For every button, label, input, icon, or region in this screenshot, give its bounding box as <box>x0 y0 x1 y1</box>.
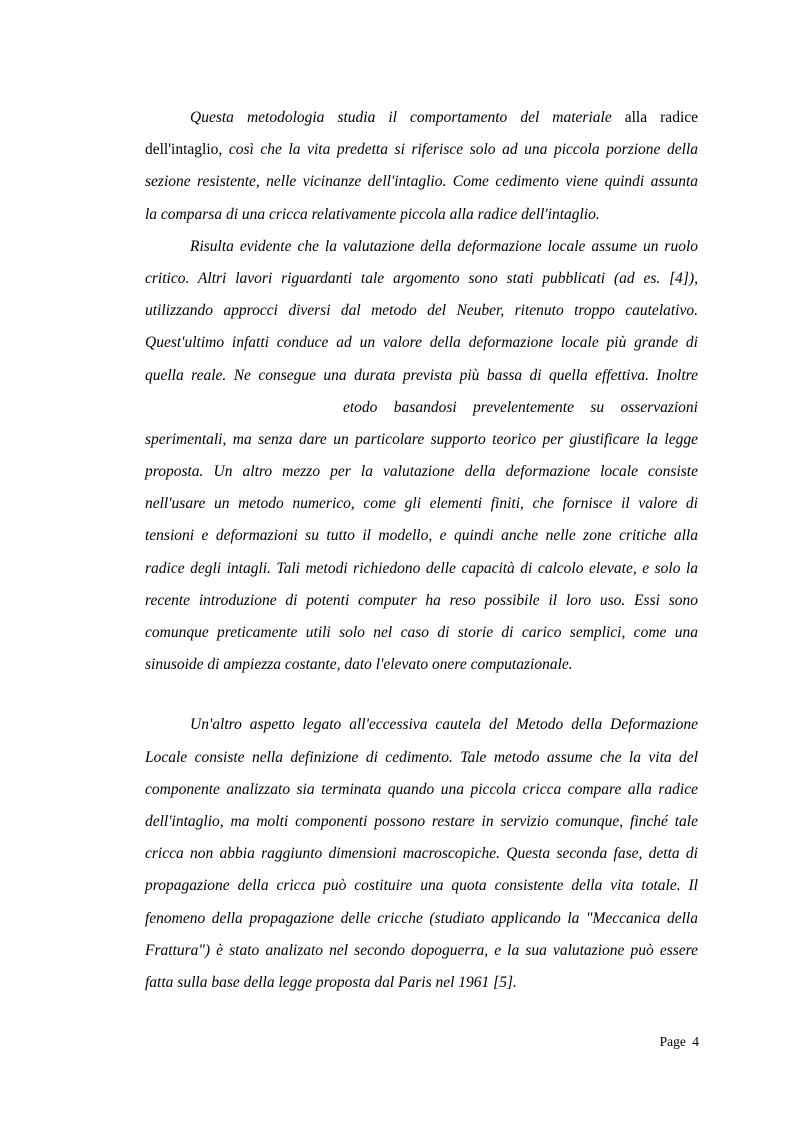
text-line <box>145 134 698 166</box>
text-line: Locale consiste nella definizione di cedimento. Tale metodo assume che la vita del <box>145 748 698 766</box>
text-line: Un'altro aspetto legato all'eccessiva cautela del Metodo della Deformazione <box>190 716 698 734</box>
text-line: fatta sulla base della legge proposta dal Paris nel 1961 [5]. <box>145 973 517 991</box>
paragraph-3 <box>145 709 698 999</box>
text-line: recente introduzione di potenti computer ha reso possibile il loro uso. Essi sono <box>145 591 698 609</box>
paragraph-1 <box>145 102 698 231</box>
text-span: Questa metodologia studia il comportamento del materiale <box>190 109 612 126</box>
text-line: proposta. Un altro mezzo per la valutazione della deformazione locale consiste <box>145 463 698 481</box>
text-line: comunque preticamente utili solo nel caso di storie di carico semplici, come una <box>145 624 698 641</box>
text-line: Frattura") è stato analizato nel secondo dopoguerra, e la sua valutazione può essere <box>145 941 698 959</box>
text-line: propagazione della cricca può costituire una quota consistente della vita totale. Il <box>145 877 698 895</box>
text-line: Quest'ultimo infatti conduce ad un valore della deformazione locale più grande di <box>145 334 698 352</box>
text-span: così che la vita predetta si riferisce solo ad una piccola porzione della <box>228 141 698 159</box>
text-span-upright: dell'intaglio, <box>145 141 223 159</box>
text-line: etodo basandosi prevelentemente su osservazioni <box>343 398 698 416</box>
text-line: tensioni e deformazioni su tutto il modello, e quindi anche nelle zone critiche alla <box>145 527 698 545</box>
text-line: critico. Altri lavori riguardanti tale argomento sono stati pubblicati (ad es. [4]), <box>145 269 698 287</box>
paragraph-2 <box>145 231 698 682</box>
text-line: componente analizzato sia terminata quando una piccola cricca compare alla radice <box>145 780 698 798</box>
text-line: fenomeno della propagazione delle cricche (studiato applicando la "Meccanica della <box>145 909 698 927</box>
text-line: quella reale. Ne consegue una durata prevista più bassa di quella effettiva. Inoltre <box>145 366 698 384</box>
page-body <box>145 102 698 999</box>
text-line: radice degli intagli. Tali metodi richiedono delle capacità di calcolo elevate, e solo la <box>145 559 698 577</box>
text-span-upright: alla radice <box>624 109 699 126</box>
paragraph-spacer <box>145 681 698 709</box>
page-number: Page 4 <box>659 1034 699 1049</box>
text-line: sperimentali, ma senza dare un particolare supporto teorico per giustificare la legge <box>145 430 698 448</box>
text-line: sezione resistente, nelle vicinanze dell'intaglio. Come cedimento viene quindi assunta <box>145 173 698 191</box>
text-line: Risulta evidente che la valutazione della deformazione locale assume un ruolo <box>190 237 698 255</box>
text-line: nell'usare un metodo numerico, come gli elementi finiti, che fornisce il valore di <box>145 495 698 513</box>
text-line <box>145 102 698 134</box>
text-line: sinusoide di ampiezza costante, dato l'elevato onere computazionale. <box>145 656 573 674</box>
text-line: utilizzando approcci diversi dal metodo del Neuber, ritenuto troppo cautelativo. <box>145 302 698 320</box>
text-line: cricca non abbia raggiunto dimensioni macroscopiche. Questa seconda fase, detta di <box>145 845 698 863</box>
text-line: dell'intaglio, ma molti componenti possono restare in servizio comunque, finché tale <box>145 812 698 830</box>
text-line: la comparsa di una cricca relativamente piccola alla radice dell'intaglio. <box>145 205 600 223</box>
